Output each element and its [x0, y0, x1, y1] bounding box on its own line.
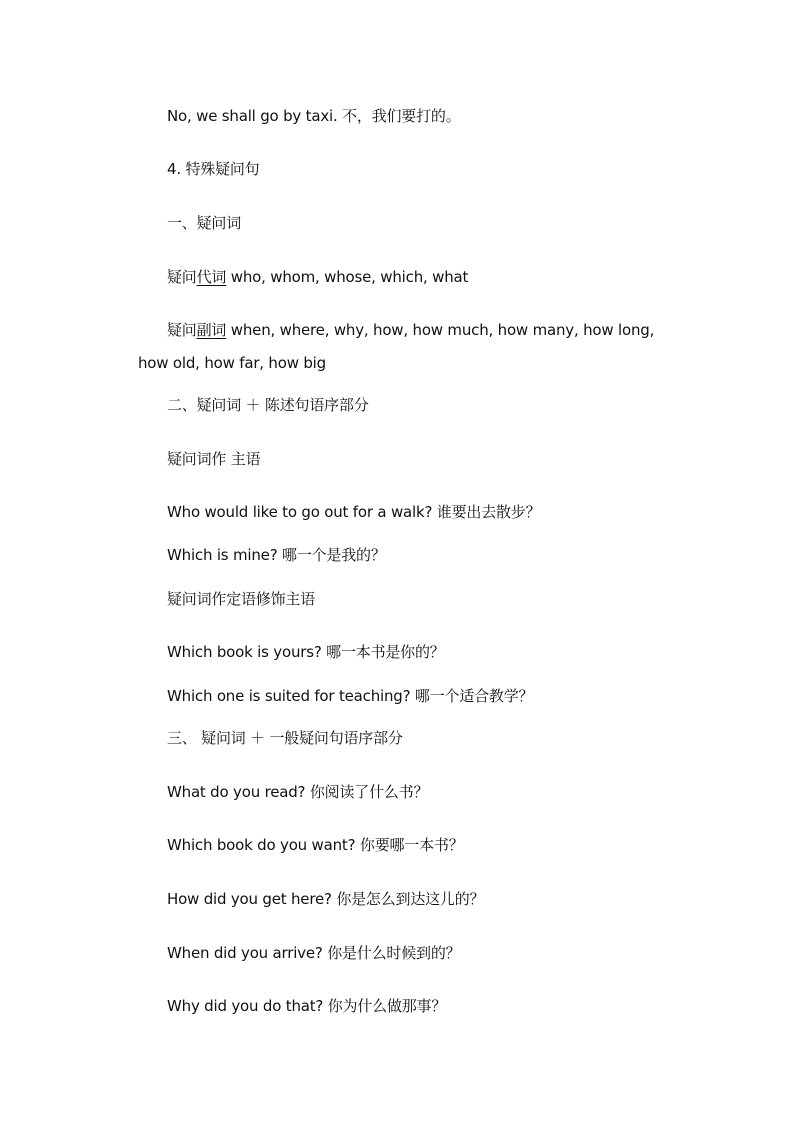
example-sentence: Which one is suited for teaching? 哪一个适合教学？ [167, 687, 534, 705]
example-sentence: Which is mine? 哪一个是我的？ [167, 546, 386, 564]
text-fragment: 疑问 [167, 321, 197, 339]
example-sentence: How did you get here? 你是怎么到达这儿的？ [167, 890, 485, 908]
text-fragment: who, whom, whose, which, what [226, 268, 469, 286]
example-sentence: Which book is yours? 哪一本书是你的？ [167, 643, 445, 661]
example-sentence: Why did you do that? 你为什么做那事？ [167, 997, 447, 1015]
text-line-continuation: how old, how far, how big [138, 354, 326, 372]
underlined-term: 副词 [196, 321, 227, 339]
underlined-term: 代词 [196, 268, 227, 286]
text-line [167, 320, 654, 340]
text-line: No, we shall go by taxi. 不，我们要打的。 [167, 107, 461, 125]
text-fragment: 疑问 [167, 268, 197, 286]
subsection-heading: 二、疑问词 ＋ 陈述句语序部分 [167, 396, 369, 414]
text-fragment: when, where, why, how, how much, how many, how long, [226, 321, 655, 339]
example-sentence: When did you arrive? 你是什么时候到的？ [167, 944, 461, 962]
text-line: 疑问词作 主语 [167, 450, 261, 468]
subsection-heading: 一、疑问词 [167, 214, 242, 232]
example-sentence: Who would like to go out for a walk? 谁要出去散步？ [167, 503, 541, 521]
example-sentence: Which book do you want? 你要哪一本书？ [167, 836, 464, 854]
section-heading: 4. 特殊疑问句 [167, 160, 260, 178]
example-sentence: What do you read? 你阅读了什么书？ [167, 783, 429, 801]
text-line: 疑问词作定语修饰主语 [167, 590, 316, 608]
subsection-heading: 三、 疑问词 ＋ 一般疑问句语序部分 [167, 729, 403, 747]
text-line [167, 267, 468, 287]
